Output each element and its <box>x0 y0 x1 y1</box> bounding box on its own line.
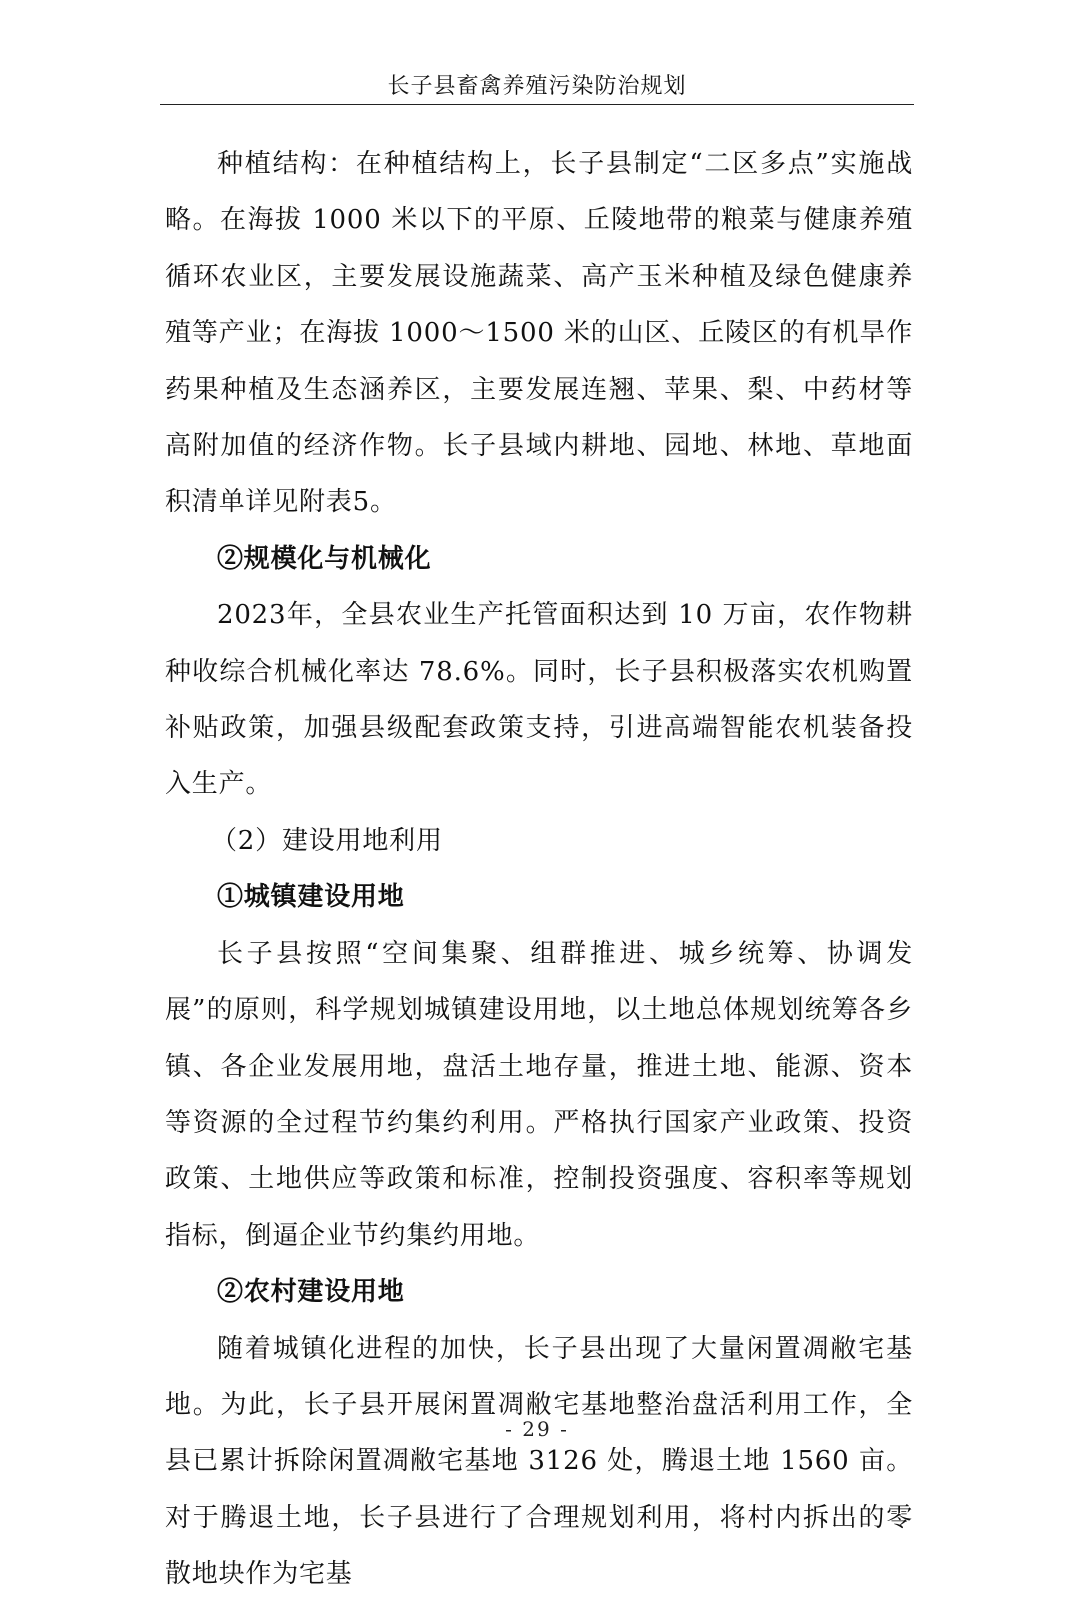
heading-scale-mechanization: ②规模化与机械化 <box>217 543 432 574</box>
paragraph-mechanization: 2023年，全县农业生产托管面积达到 10 万亩，农作物耕种收综合机械化率达 78.6%。同时，长子县积极落实农机购置补贴政策，加强县级配套政策支持，引进高端智能农机装备投入生产。 <box>165 600 913 800</box>
heading-urban-construction-land: ①城镇建设用地 <box>217 882 405 913</box>
paragraph-rural-construction-land: 随着城镇化进程的加快，长子县出现了大量闲置凋敝宅基地。为此，长子县开展闲置凋敝宅基地整治盘活利用工作，全县已累计拆除闲置凋敝宅基地 3126 处，腾退土地 1560 亩。对于腾退土地，长子县进行了合理规划利用，将村内拆出的零散地块作为宅基 <box>165 1333 913 1590</box>
page-number: - 29 - <box>505 1417 569 1441</box>
running-header-title: 长子县畜禽养殖污染防治规划 <box>387 74 687 99</box>
heading-rural-construction-land: ②农村建设用地 <box>217 1277 405 1308</box>
heading-construction-land: （2）建设用地利用 <box>211 825 443 856</box>
document-body <box>165 136 913 1603</box>
paragraph-planting-structure: 种植结构：在种植结构上，长子县制定“二区多点”实施战略。在海拔 1000 米以下的平原、丘陵地带的粮菜与健康养殖循环农业区，主要发展设施蔬菜、高产玉米种植及绿色健康养殖等产业；在海拔 1000～1500 米的山区、丘陵区的有机旱作药果种植及生态涵养区，主要发展连翘、苹果、梨、中药材等高附加值的经济作物。长子县域内耕地、园地、林地、草地面积清单详见附表5。 <box>165 149 913 518</box>
header-divider <box>160 104 914 105</box>
paragraph-urban-construction-land: 长子县按照“空间集聚、组群推进、城乡统筹、协调发展”的原则，科学规划城镇建设用地，以土地总体规划统筹各乡镇、各企业发展用地，盘活土地存量，推进土地、能源、资本等资源的全过程节约集约利用。严格执行国家产业政策、投资政策、土地供应等政策和标准，控制投资强度、容积率等规划指标，倒逼企业节约集约用地。 <box>165 938 913 1251</box>
